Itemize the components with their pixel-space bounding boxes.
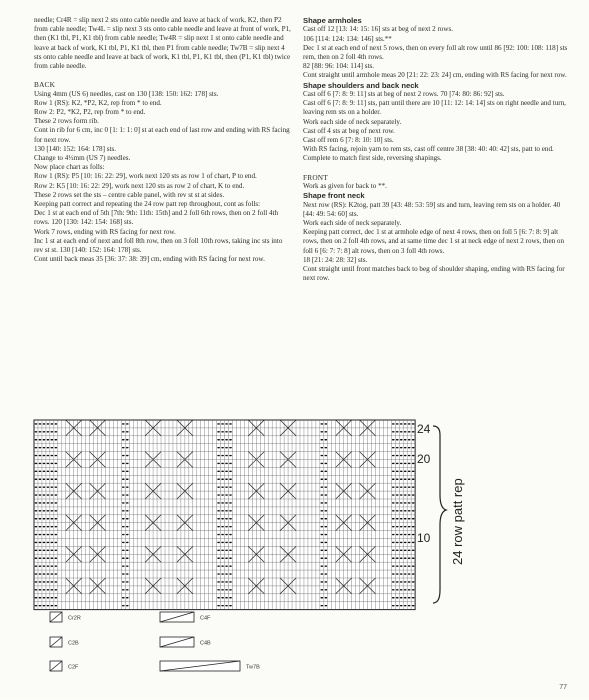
paragraph-gap <box>34 71 292 80</box>
right-text-column <box>303 16 571 284</box>
instruction-paragraph: Cont in rib for 6 cm, inc 0 [1: 1: 1: 0] st at each end of last row and ending with RS facing for next row. <box>34 126 290 144</box>
instruction-paragraph: Row 1 (RS): K2, *P2, K2, rep from * to end. <box>34 98 162 107</box>
legend-label: Tw7B <box>246 664 260 671</box>
instruction-paragraph: Row 2: K5 [10: 16: 22: 29], work next 120 sts as row 2 of chart, K to end. <box>34 181 245 190</box>
instruction-paragraph: Using 4mm (US 6) needles, cast on 130 [138: 150: 162: 178] sts. <box>34 89 219 98</box>
legend-label: C4B <box>200 640 211 647</box>
instruction-paragraph: Cast off 6 [7: 8: 9: 11] sts at beg of next 2 rows. 70 [74: 80: 86: 92] sts. <box>303 90 505 99</box>
legend-label: C2F <box>68 664 79 671</box>
instruction-paragraph: Cast off 4 sts at beg of next row. <box>303 126 395 135</box>
repeat-label: 24 row patt rep <box>450 478 465 565</box>
chart-legend <box>50 612 260 671</box>
section-title: FRONT <box>303 172 328 182</box>
instruction-paragraph: Work each side of neck separately. <box>303 117 402 126</box>
instruction-paragraph: Cast off 12 [13: 14: 15: 16] sts at beg of next 2 rows. <box>303 25 454 34</box>
instruction-paragraph: Dec 1 st at each end of next 5 rows, then on every foll alt row until 86 [92: 100: 108: 118] sts rem, then on 2 foll 4th rows. <box>303 43 568 62</box>
legend-label: C4F <box>200 615 211 622</box>
instruction-paragraph: Work each side of neck separately. <box>303 219 402 228</box>
instruction-paragraph: Keeping patt correct, dec 1 st at armhole edge of next 4 rows, then on foll 5 [6: 7: 8: 9] alt rows, then on 2 foll 4th rows, and at same time dec 1 st at neck edge of next 2 rows, then on foll 6 [6: 7: 7: 8] alt rows, then on 3 foll 4th rows. <box>303 228 565 255</box>
instruction-paragraph: Dec 1 st at each end of 5th [7th: 9th: 11th: 15th] and 2 foll 6th rows, then on 2 foll 4th rows. 120 [130: 142: 154: 168] sts. <box>34 209 279 227</box>
instruction-paragraph: With RS facing, rejoin yarn to rem sts, cast off centre 38 [38: 40: 40: 42] sts, patt to end. <box>303 145 554 154</box>
instruction-paragraph: Work as given for back to **. <box>303 182 387 191</box>
row-marker-20: 20 <box>417 452 431 466</box>
row-marker-24: 24 <box>417 422 431 436</box>
section-title: BACK <box>34 80 56 90</box>
instruction-paragraph: Work 7 rows, ending with RS facing for next row. <box>34 227 176 236</box>
instruction-paragraph: 130 [140: 152: 164: 178] sts. <box>34 144 116 153</box>
instruction-paragraph: Complete to match first side, reversing shapings. <box>303 154 442 163</box>
instruction-paragraph: Cont straight until armhole meas 20 [21: 22: 23: 24] cm, ending with RS facing for next row. <box>303 71 567 80</box>
legend-label: Cr2R <box>68 615 81 622</box>
paragraph-gap <box>303 164 571 173</box>
instruction-paragraph: Cont straight until front matches back to beg of shoulder shaping, ending with RS facing for next row. <box>303 265 565 283</box>
instruction-paragraph: Now place chart as folls: <box>34 163 105 172</box>
legend-label: C2B <box>68 640 79 647</box>
instruction-paragraph: Change to 4½mm (US 7) needles. <box>34 154 131 163</box>
instruction-paragraph: Cast off 6 [7: 8: 9: 11] sts, patt until there are 10 [11: 12: 14: 14] sts on right needle and turn, leaving rem sts on a holder. <box>303 99 566 117</box>
instruction-paragraph: Row 1 (RS): P5 [10: 16: 22: 29], work next 120 sts as row 1 of chart, P to end. <box>34 172 257 181</box>
row-marker-10: 10 <box>417 531 431 545</box>
section-heading: Shape armholes <box>303 16 362 25</box>
section-heading: Shape shoulders and back neck <box>303 80 419 90</box>
instruction-paragraph: These 2 rows form rib. <box>34 117 99 126</box>
instruction-paragraph: 106 [114: 124: 134: 146] sts.** <box>303 34 392 43</box>
instruction-paragraph: Keeping patt correct and repeating the 24 row patt rep throughout, cont as folls: <box>34 200 261 209</box>
instruction-paragraph: needle; Cr4R = slip next 2 sts onto cable needle and leave at back of work, K2, then P2 from cable needle; Tw4L = slip next 3 sts onto cable needle and leave at front of work, P1, then (K1 tbl, P1, K1 tbl) from cable needle; Tw4R = slip next 1 st onto cable needle and leave at back of work, K1 tbl, P1, K1 tbl, then P1 from cable needle; Tw7B = slip next 4 sts onto cable needle and leave at back of work, K1 tbl, P1, K1 tbl, then (P1, K1 tbl) twice from cable needle. <box>34 16 291 71</box>
instruction-paragraph: Row 2: P2, *K2, P2, rep from * to end. <box>34 108 146 117</box>
chart-grid <box>34 420 415 610</box>
instruction-paragraph: Next row (RS): K2tog, patt 39 [43: 48: 53: 59] sts and turn, leaving rem sts on a holder. 40 [44: 49: 54: 60] sts. <box>303 200 561 218</box>
section-heading: Shape front neck <box>303 191 365 201</box>
repeat-bracket <box>433 426 446 603</box>
instruction-paragraph: 82 [88: 96: 104: 114] sts. <box>303 62 375 71</box>
instruction-paragraph: These 2 rows set the sts – centre cable panel, with rev st st at sides. <box>34 190 225 199</box>
instruction-paragraph: Inc 1 st at each end of next and foll 8th row, then on 3 foll 10th rows, taking inc sts into rev st st. 130 [140: 152: 164: 178] sts. <box>34 236 283 255</box>
left-text-column <box>34 16 292 264</box>
page-number: 77 <box>559 684 567 691</box>
cable-chart-area <box>0 400 589 700</box>
instruction-paragraph: 18 [21: 24: 28: 32] sts. <box>303 255 368 264</box>
instruction-paragraph: Cast off rem 6 [7: 8: 10: 10] sts. <box>303 136 394 145</box>
instruction-paragraph: Cont until back meas 35 [36: 37: 38: 39] cm, ending with RS facing for next row. <box>34 255 265 264</box>
